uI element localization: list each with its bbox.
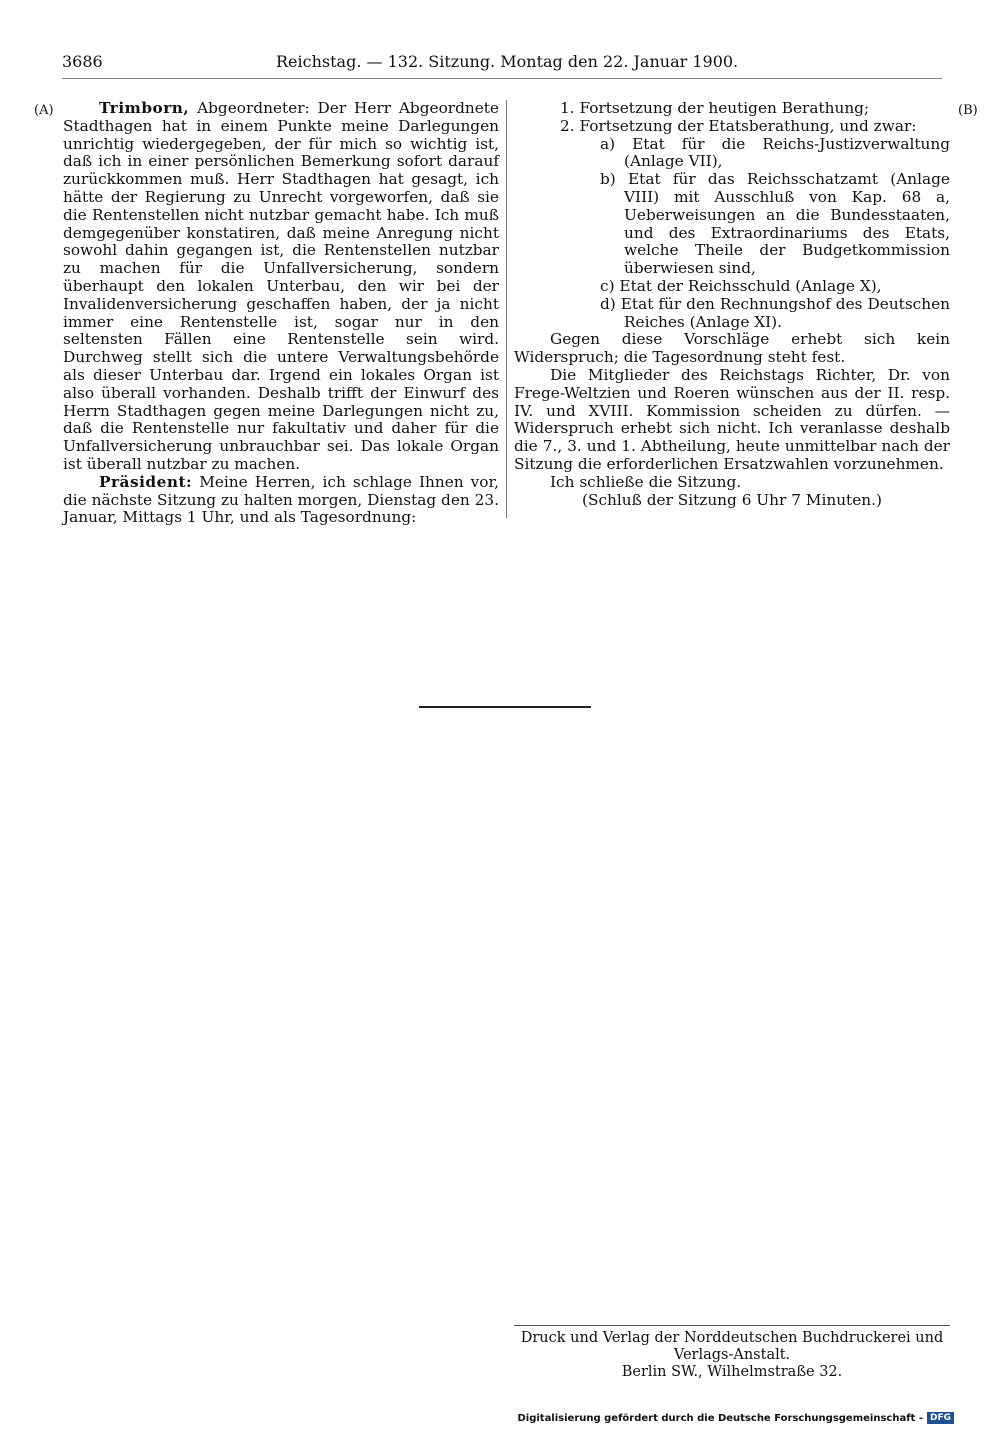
- running-head: Reichstag. — 132. Sitzung. Montag den 22. Januar 1900.: [276, 52, 739, 71]
- header-rule: [62, 78, 942, 79]
- column-divider: [506, 100, 507, 518]
- agenda-subitem: b) Etat für das Reichsschatzamt (Anlage VIII) mit Ausschluß von Kap. 68 a, Ueberweisungen an die Bundesstaaten, und des Extraordinariums des Etats, welche Theile der Budgetkommission überwiesen sind,: [600, 170, 950, 278]
- page-header: [62, 52, 752, 76]
- margin-label-a: (A): [34, 103, 54, 118]
- speech-text: Abgeordneter: Der Herr Abgeordnete Stadthagen hat in einem Punkte meine Darlegungen unrichtig wiedergegeben, der für mich so wichtig ist, daß ich in einer persönlichen Bemerkung sofort darauf zurückkommen muß. Herr Stadthagen hat gesagt, ich hätte der Regierung zu Unrecht vorgeworfen, daß sie die Rentenstellen nicht nutzbar gemacht habe. Ich muß demgegenüber konstatiren, daß meine Anregung nicht sowohl dahin gegangen ist, die Rentenstellen nutzbar zu machen für die Unfallversicherung, sondern überhaupt den lokalen Unterbau, den wir bei der Invalidenversicherung geschaffen haben, der ja nicht immer eine Rentenstelle ist, sogar nur in den seltensten Fällen eine Rentenstelle sein wird. Durchweg stellt sich die untere Verwaltungsbehörde als dieser Unterbau dar. Irgend ein lokales Organ ist also überall vorhanden. Deshalb trifft der Einwurf des Herrn Stadthagen gegen meine Darlegungen nicht zu, daß die Rentenstelle nur fakultativ und daher für die Unfallversicherung unbrauchbar sei. Das lokale Organ ist überall nutzbar zu machen.: [63, 99, 499, 473]
- paragraph: Ich schließe die Sitzung.: [550, 472, 742, 491]
- digitization-credit: [517, 1412, 954, 1424]
- imprint-rule: [514, 1325, 950, 1326]
- credit-text: Digitalisierung gefördert durch die Deutsche Forschungsgemeinschaft -: [517, 1412, 923, 1424]
- closing-note: (Schluß der Sitzung 6 Uhr 7 Minuten.): [582, 490, 882, 509]
- speech-trimborn: [63, 100, 499, 474]
- dfg-logo-icon: DFG: [927, 1412, 954, 1424]
- imprint: [514, 1330, 950, 1381]
- right-column: [514, 100, 950, 509]
- left-column: [63, 100, 499, 527]
- agenda-subitem: c) Etat der Reichsschuld (Anlage X),: [600, 276, 882, 295]
- closing-rule: [419, 706, 591, 708]
- agenda-item: 2. Fortsetzung der Etatsberathung, und zwar:: [560, 116, 917, 135]
- agenda-subitem: a) Etat für die Reichs-Justizverwaltung (Anlage VII),: [600, 134, 950, 171]
- paragraph: Gegen diese Vorschläge erhebt sich kein Widerspruch; die Tagesordnung steht fest.: [514, 330, 950, 367]
- agenda-subitem: d) Etat für den Rechnungshof des Deutschen Reiches (Anlage XI).: [600, 294, 950, 331]
- speaker-name: Präsident:: [99, 472, 193, 491]
- agenda-item: 1. Fortsetzung der heutigen Berathung;: [560, 99, 870, 117]
- speech-praesident: [63, 474, 499, 527]
- page-number: 3686: [62, 52, 103, 71]
- speech-text: Meine Herren, ich schlage Ihnen vor, die nächste Sitzung zu halten morgen, Dienstag den 23. Januar, Mittags 1 Uhr, und als Tagesordnung:: [63, 472, 499, 527]
- paragraph: Die Mitglieder des Reichstags Richter, Dr. von Frege-Weltzien und Roeren wünschen aus der II. resp. IV. und XVIII. Kommission scheiden zu dürfen. — Widerspruch erhebt sich nicht. Ich veranlasse deshalb die 7., 3. und 1. Abtheilung, heute unmittelbar nach der Sitzung die erforderlichen Ersatzwahlen vorzunehmen.: [514, 365, 950, 473]
- imprint-line: Druck und Verlag der Norddeutschen Buchdruckerei und Verlags-Anstalt.: [520, 1330, 944, 1363]
- speaker-name: Trimborn,: [99, 99, 190, 117]
- margin-label-b: (B): [958, 103, 978, 118]
- imprint-line: Berlin SW., Wilhelmstraße 32.: [621, 1364, 843, 1380]
